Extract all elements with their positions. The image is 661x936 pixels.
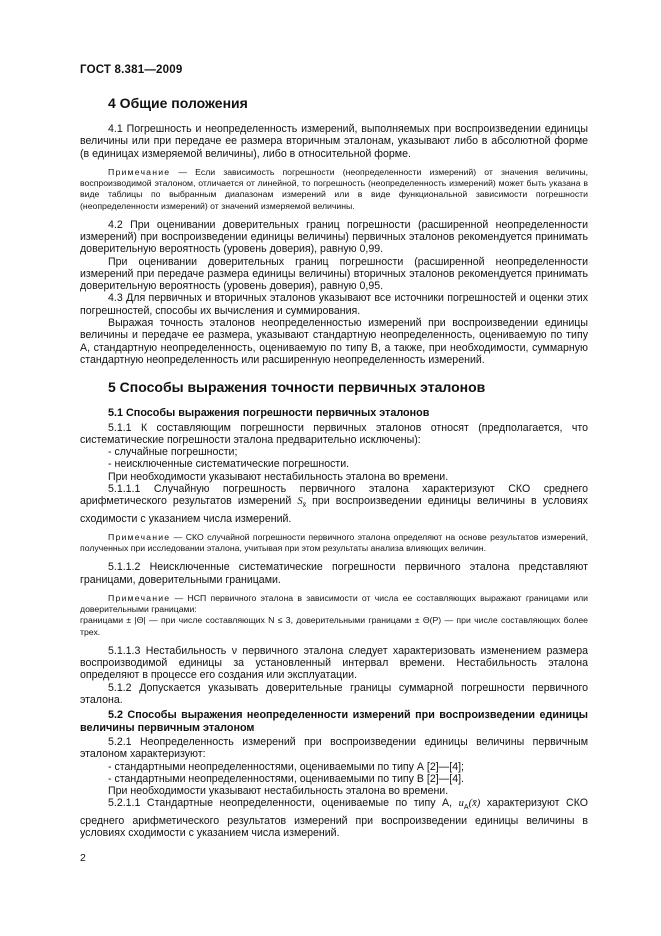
note-5-1-1-1: Примечание — СКО случайной погрешности первичного эталона определяют на основе результатов измерений, полученных при исследовании эталона, учитывая при этом результаты анализа влияющих величин. [80,532,588,554]
paragraph-5-2-1: 5.2.1 Неопределенность измерений при воспроизведении единицы величины первичным эталоном характеризуют: [80,735,588,761]
paragraph-5-1-1: 5.1.1 К составляющим погрешности первичных эталонов относят (предполагается, что систематические погрешности эталона предварительно исключены): [80,421,588,446]
page-number: 2 [80,852,86,864]
symbol-u-argument: (x̄) [468,798,481,810]
note-label: Примечание [108,593,171,604]
list-item: - неисключенные систематические погрешности. [108,458,350,471]
note-5-1-1-2: Примечание — НСП первичного эталона в зависимости от числа ее составляющих выражают границами или доверительными границами: [80,593,588,615]
note-label: Примечание [108,166,171,177]
symbol-u-subscript: A [463,804,469,812]
document-body [80,92,588,839]
paragraph-instability-2: При необходимости указывают нестабильность эталона во времени. [108,785,449,798]
paragraph-5-1-2: 5.1.2 Допускается указывать доверительные границы суммарной погрешности первичного эталона. [80,681,588,707]
note-5-1-1-2-b: границами ± |Θ| — при числе составляющих N ≤ 3, доверительными границами ± Θ(P) — при числе составляющих более трех. [80,615,588,637]
symbol-s: S [297,496,303,508]
paragraph-4-1: 4.1 Погрешность и неопределенность измерений, выполняемых при воспроизведении единицы величины или при передаче ее размера вторичным эталонам, указывают либо в абсолютной форме (в единицах измеряемой величины), либо в относительной форме. [80,123,588,160]
paragraph-instability: При необходимости указывают нестабильность эталона во времени. [108,470,449,483]
note-4-1 [80,167,588,212]
subsection-5-2-title: 5.2 Способы выражения неопределенности измерений при воспроизведении единицы величины первичным эталоном [80,709,588,734]
subsection-5-1-title: 5.1 Способы выражения погрешности первичных эталонов [108,407,430,420]
paragraph-5-1-1-1: 5.1.1.1 Случайную погрешность первичного эталона характеризуют СКО среднего арифметического результатов измерений $S_{x̄}$ при воспроизведении единицы величины в условиях сходимости с указанием числа измерений. [80,483,588,525]
symbol-s-subscript: x̄ [302,502,307,510]
paragraph-4-2-b: При оценивании доверительных границ погрешности (расширенной неопределенности измерений при передаче размера единицы величины) вторичных эталонов рекомендуется принимать доверительную вероятность (уровень доверия), равную 0,95. [80,255,588,293]
paragraph-4-3-b: Выражая точность эталонов неопределенностью измерений при воспроизведении единицы величины и передаче ее размера, указывают стандартную неопределенность, оцениваемую по типу А, стандартную неопределенность, оцениваемую по типу В, а также, при необходимости, суммарную стандартную неопределенность или расширенную неопределенность измерений. [80,317,588,366]
note-text: — Если зависимость погрешности (неопределенности измерений) от значения величины, воспроизводимой эталоном, отличается от линейной, то погрешность (неопределенность измерений) может быть указана в виде таблицы по выбранным диапазонам измерений или в виде функциональной зависимости погрешности (неопределенности измерений) от значений измеряемой величины. [80,166,588,211]
paragraph-4-2: 4.2 При оценивании доверительных границ погрешности (расширенной неопределенности измерений) при воспроизведении единицы величины) первичных эталонов рекомендуется принимать доверительную вероятность (уровень доверия), равную 0,99. [80,218,588,256]
section-4-title: 4 Общие положения [108,95,248,111]
list-item: - стандартными неопределенностями, оцениваемыми по типу А [2]—[4]; [108,760,464,773]
document-header: ГОСТ 8.381—2009 [80,64,183,76]
paragraph-5-1-1-2: 5.1.1.2 Неисключенные систематические погрешности первичного эталона представляют границами, доверительными границами. [80,561,588,586]
list-item: - случайные погрешности; [108,446,238,459]
paragraph-5-1-1-3: 5.1.1.3 Нестабильность ν первичного эталона следует характеризовать изменением размера воспроизводимой единицы за установленный интервал времени. Нестабильность эталона определяют в процессе его создания или эксплуатации. [80,644,588,682]
list-item: - стандартными неопределенностями, оцениваемыми по типу В [2]—[4]. [108,772,464,785]
paragraph-5-2-1-1: 5.2.1.1 Стандартные неопределенности, оцениваемые по типу А, $u_A(x̄)$ характеризуют СКО среднего арифметического результатов измерений при воспроизведении единицы величины в условиях сходимости с указанием числа измерений. [80,797,588,840]
paragraph-4-3: 4.3 Для первичных и вторичных эталонов указывают все источники погрешностей и оценки этих погрешностей, способы их вычисления и суммирования. [80,292,588,317]
note-label: Примечание [108,532,171,543]
section-5-title: 5 Способы выражения точности первичных эталонов [108,379,486,396]
symbol-u: u [458,798,464,810]
